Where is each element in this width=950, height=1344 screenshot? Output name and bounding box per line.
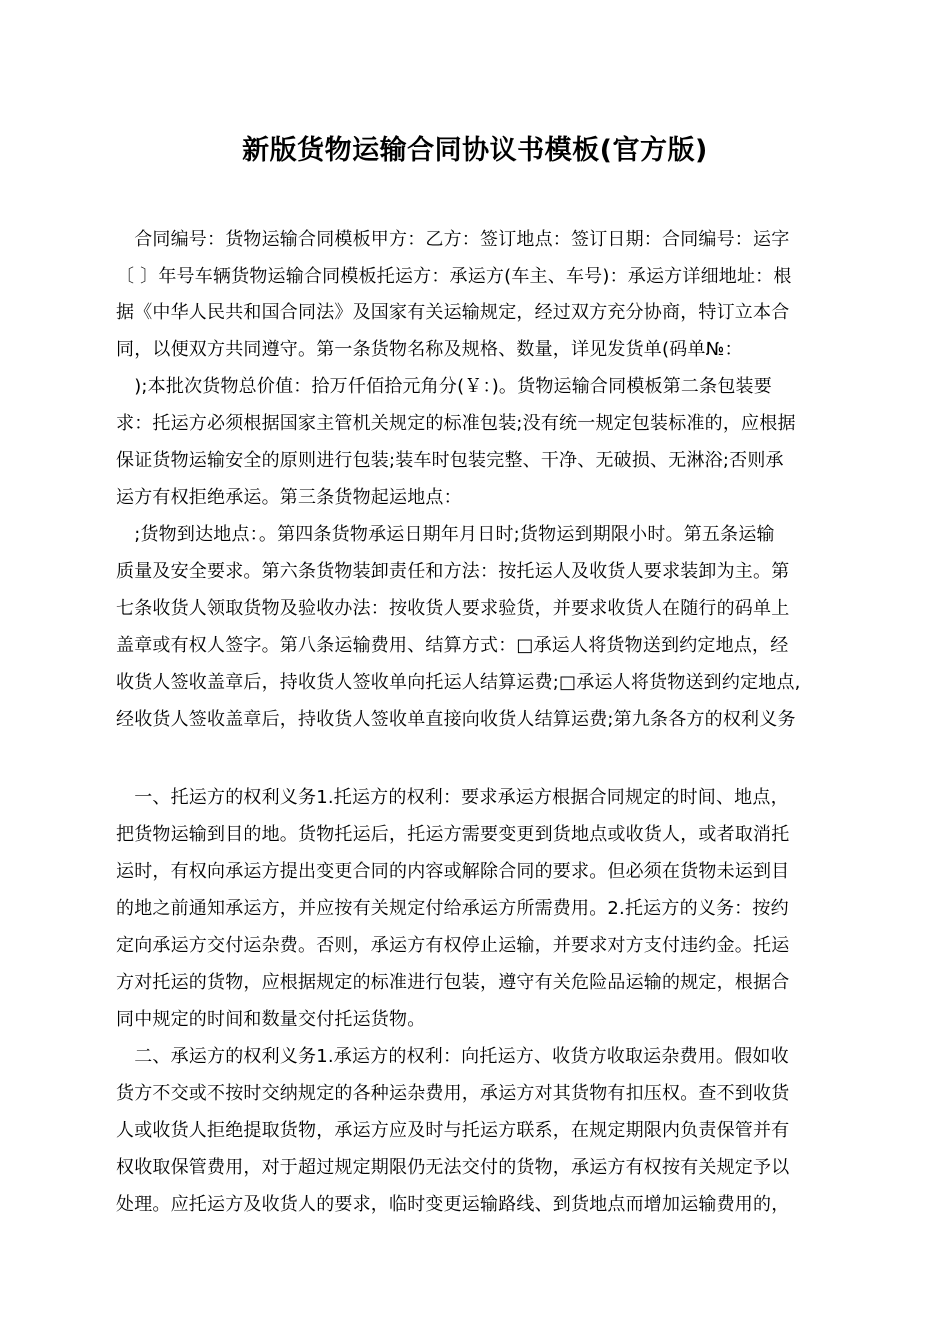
paragraph-line: 人或收货人拒绝提取货物，承运方应及时与托运方联系，在规定期限内负责保管并有 [116, 1120, 790, 1141]
paragraph-line: ;货物到达地点：。第四条货物承运日期年月日时;货物运到期限小时。第五条运输 [116, 524, 775, 545]
paragraph-line: 盖章或有权人签字。第八条运输费用、结算方式：□承运人将货物送到约定地点，经 [116, 635, 789, 656]
paragraph-line: );本批次货物总价值：拾万仟佰拾元角分(￥：)。货物运输合同模板第二条包装要 [116, 376, 772, 397]
paragraph-line: 保证货物运输安全的原则进行包装;装车时包装完整、干净、无破损、无淋浴;否则承 [116, 450, 784, 471]
paragraph-line: 方对托运的货物，应根据规定的标准进行包装，遵守有关危险品运输的规定，根据合 [116, 972, 790, 993]
paragraph-line: 运方有权拒绝承运。第三条货物起运地点： [116, 487, 462, 508]
paragraph-line: 七条收货人领取货物及验收办法：按收货人要求验货，并要求收货人在随行的码单上 [116, 598, 790, 619]
paragraph-line: 一、托运方的权利义务1.托运方的权利：要求承运方根据合同规定的时间、地点， [116, 787, 789, 808]
paragraph-line: 把货物运输到目的地。货物托运后，托运方需要变更到货地点或收货人，或者取消托 [116, 824, 790, 845]
paragraph-line: 的地之前通知承运方，并应按有关规定付给承运方所需费用。2.托运方的义务：按约 [116, 898, 789, 919]
paragraph-line: 定向承运方交付运杂费。否则，承运方有权停止运输，并要求对方支付违约金。托运 [116, 935, 790, 956]
paragraph-line: 收货人签收盖章后，持收货人签收单向托运人结算运费;□承运人将货物送到约定地点, [116, 672, 801, 693]
paragraph-line: 合同编号：货物运输合同模板甲方：乙方：签订地点：签订日期：合同编号：运字 [116, 229, 790, 250]
paragraph-line: 经收货人签收盖章后，持收货人签收单直接向收货人结算运费;第九条各方的权利义务 [116, 709, 796, 730]
paragraph-line: 同，以便双方共同遵守。第一条货物名称及规格、数量，详见发货单(码单№： [116, 339, 743, 360]
paragraph-line: 求：托运方必须根据国家主管机关规定的标准包装;没有统一规定包装标准的，应根据 [116, 413, 796, 434]
paragraph-line: 运时，有权向承运方提出变更合同的内容或解除合同的要求。但必须在货物未运到目 [116, 861, 790, 882]
paragraph-line: 同中规定的时间和数量交付托运货物。 [116, 1009, 426, 1030]
document-title: 新版货物运输合同协议书模板(官方版) [242, 135, 708, 166]
paragraph-line: 处理。应托运方及收货人的要求，临时变更运输路线、到货地点而增加运输费用的， [116, 1194, 790, 1215]
paragraph-line: 权收取保管费用，对于超过规定期限仍无法交付的货物，承运方有权按有关规定予以 [116, 1157, 790, 1178]
paragraph-line: 〔 〕年号车辆货物运输合同模板托运方：承运方(车主、车号)：承运方详细地址：根 [116, 266, 792, 287]
paragraph-line: 货方不交或不按时交纳规定的各种运杂费用，承运方对其货物有扣压权。查不到收货 [116, 1083, 790, 1104]
paragraph-line: 据《中华人民共和国合同法》及国家有关运输规定，经过双方充分协商，特订立本合 [116, 302, 790, 323]
paragraph-line: 二、承运方的权利义务1.承运方的权利：向托运方、收货方收取运杂费用。假如收 [116, 1046, 789, 1067]
paragraph-line: 质量及安全要求。第六条货物装卸责任和方法：按托运人及收货人要求装卸为主。第 [116, 561, 790, 582]
